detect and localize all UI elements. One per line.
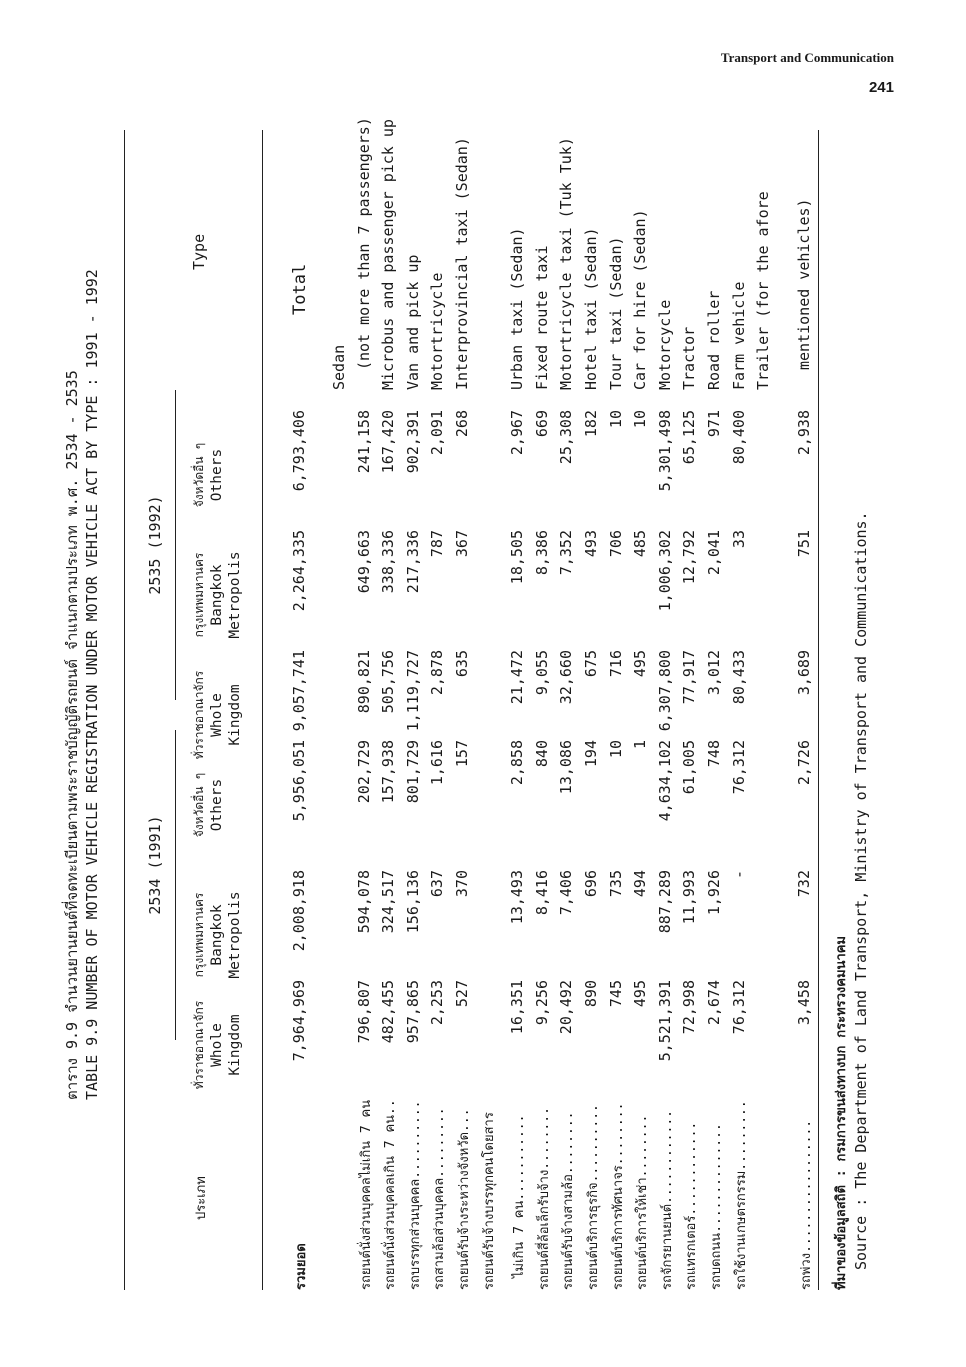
row-label-thai: รถยนต์บริการทัศนาจร........: [610, 1102, 626, 1290]
row-label-english: Motorcycle: [655, 299, 674, 390]
table-cell: 801,729: [403, 740, 422, 804]
table-cell: 76,312: [729, 740, 748, 795]
table-cell: 2,253: [428, 980, 447, 1026]
table-cell: 2,878: [428, 650, 447, 696]
table-cell: 5,521,391: [655, 980, 674, 1062]
table-cell: 18,505: [508, 530, 527, 585]
table-cell: 3,458: [794, 980, 813, 1026]
table-cell: 194: [582, 740, 600, 768]
column-header-en2: Metropolis: [227, 551, 243, 639]
rotated-table-page: [40, 117, 870, 1330]
table-cell: 33: [729, 530, 748, 549]
table-cell: 268: [453, 410, 471, 438]
column-header-en1: Whole: [209, 1023, 225, 1067]
type-header-thai: ประเภท: [194, 1176, 209, 1220]
table-cell: 2,041: [705, 530, 723, 576]
rule-header-bottom: [262, 130, 263, 1290]
table-title-english: TABLE 9.9 NUMBER OF MOTOR VEHICLE REGISTRATION UNDER MOTOR VEHICLE ACT BY TYPE : 1991 - 1992: [83, 269, 101, 1100]
table-cell: 2,858: [508, 740, 527, 786]
row-label-english: Tractor: [680, 326, 699, 390]
table-cell: 635: [453, 650, 471, 678]
table-cell: 3,012: [705, 650, 723, 696]
column-header: [190, 985, 244, 1105]
rule-year2: [175, 390, 176, 700]
row-label-english: Van and pick up: [403, 254, 422, 390]
table-cell: 202,729: [354, 740, 373, 804]
table-cell: 13,493: [508, 870, 527, 925]
rule-bottom: [818, 130, 819, 1290]
table-title-thai: ตาราง 9.9 จำนวนยานยนต์ที่จดทะเบียนตามพระราชบัญญัติรถยนต์ จำแนกตามประเภท พ.ศ. 2534 - 2535: [63, 370, 81, 1100]
table-cell: 840: [532, 740, 551, 768]
table-cell: -: [729, 870, 748, 880]
row-label-thai: รถยนต์สี่ล้อเล็กรับจ้าง........: [536, 1107, 552, 1290]
table-cell: 696: [582, 870, 600, 898]
table-cell: 157: [453, 740, 471, 768]
row-label-thai: ไม่เกิน 7 คน...........: [512, 1114, 528, 1278]
table-cell: 167,420: [379, 410, 398, 474]
row-label-thai: รถแทรกเตอร์............: [684, 1121, 700, 1290]
column-header-en1: Bangkok: [209, 904, 225, 966]
table-cell: 2,091: [428, 410, 447, 456]
table-cell: 80,400: [729, 410, 748, 465]
column-header: [190, 655, 244, 775]
row-label-thai: รถสามล้อส่วนบุคคล.........: [432, 1107, 448, 1290]
table-cell: 735: [606, 870, 625, 898]
table-cell: 13,086: [557, 740, 576, 795]
table-cell: 957,865: [403, 980, 422, 1044]
column-header: [190, 535, 244, 655]
row-label-thai: รถยนต์รับจ้างระหว่างจังหวัด...: [457, 1108, 472, 1290]
row-label-thai: รถยนต์รับจ้างบรรทุกคนโดยสาร: [481, 1112, 497, 1290]
row-label-english: Fixed route taxi: [532, 245, 551, 390]
table-cell: 4,634,102: [655, 740, 674, 822]
row-label-english: Sedan: [330, 344, 348, 390]
column-header-en1: Others: [209, 778, 225, 832]
table-cell: 494: [631, 870, 650, 898]
row-label-thai: รถยนต์รับจ้างสามล้อ........: [561, 1111, 577, 1290]
table-cell: 9,256: [532, 980, 551, 1026]
column-header-th: ทั่วราชอาณาจักร: [192, 1000, 206, 1090]
table-cell: 890: [582, 980, 600, 1008]
row-label-english: Microbus and passenger pick up: [379, 119, 398, 390]
row-label-english: (not more than 7 passengers): [354, 117, 373, 370]
table-cell: 367: [453, 530, 471, 558]
column-header-en1: Others: [209, 448, 225, 502]
table-cell: 2,726: [794, 740, 813, 786]
table-cell: 65,125: [680, 410, 699, 465]
table-cell: 8,386: [532, 530, 551, 576]
table-cell: 732: [794, 870, 813, 898]
table-cell: 76,312: [729, 980, 748, 1035]
table-cell: 338,336: [379, 530, 398, 594]
row-label-english: Urban taxi (Sedan): [508, 227, 527, 390]
total-value-cell: 5,956,051: [290, 740, 308, 822]
column-header-th: ทั่วราชอาณาจักร: [192, 670, 206, 760]
table-cell: 10: [606, 740, 625, 759]
table-cell: 20,492: [557, 980, 576, 1035]
source-thai: ที่มาของข้อมูลสถิติ : กรมการขนส่งทางบก กระทรวงคมนาคม: [834, 936, 849, 1290]
table-cell: 485: [631, 530, 650, 558]
table-cell: 505,756: [379, 650, 398, 714]
table-cell: 748: [705, 740, 723, 768]
row-label-thai: รถบดถนน..............: [709, 1123, 724, 1290]
column-header-th: กรุงเทพมหานคร: [192, 552, 206, 638]
rule-top: [124, 130, 125, 1290]
table-cell: 887,289: [655, 870, 674, 934]
total-value-cell: 9,057,741: [290, 650, 308, 732]
table-cell: 25,308: [557, 410, 576, 465]
row-label-english: Interprovincial taxi (Sedan): [453, 137, 471, 390]
table-cell: 156,136: [403, 870, 422, 934]
row-label-thai: รถยนต์นั่งส่วนบุคคลไม่เกิน 7 คน: [358, 1099, 374, 1290]
row-label-english: Motortricycle: [428, 272, 447, 390]
table-cell: 971: [705, 410, 723, 438]
row-label-thai: รถใช้งานเกษตรกรรม.........: [733, 1100, 749, 1290]
table-cell: 1,616: [428, 740, 447, 786]
table-cell: 72,998: [680, 980, 699, 1035]
table-cell: 80,433: [729, 650, 748, 705]
row-label-english: Trailer (for the afore: [754, 191, 773, 390]
table-cell: 7,352: [557, 530, 576, 576]
column-header-en1: Bangkok: [209, 564, 225, 626]
row-label-thai: รถจักรยานยนต์............: [659, 1110, 675, 1290]
table-cell: 890,821: [354, 650, 373, 714]
table-cell: 21,472: [508, 650, 527, 705]
total-value-cell: 2,008,918: [290, 870, 308, 952]
table-cell: 2,967: [508, 410, 527, 456]
column-header: [190, 875, 244, 995]
column-header-th: จังหวัดอื่น ๆ: [192, 772, 206, 838]
total-row-label-english: Total: [290, 263, 310, 315]
row-label-english: Car for hire (Sedan): [631, 209, 650, 390]
column-header: [190, 415, 226, 535]
table-cell: 157,938: [379, 740, 398, 804]
column-header-th: จังหวัดอื่น ๆ: [192, 442, 206, 508]
table-cell: 2,674: [705, 980, 723, 1026]
table-cell: 10: [606, 410, 625, 429]
table-cell: 7,406: [557, 870, 576, 916]
table-cell: 217,336: [403, 530, 422, 594]
column-header-en2: Metropolis: [227, 891, 243, 979]
row-label-thai: รถยนต์นั่งส่วนบุคคลเกิน 7 คน..: [383, 1099, 399, 1290]
table-cell: 669: [532, 410, 551, 438]
rule-year1: [175, 730, 176, 1040]
table-cell: 1,006,302: [655, 530, 674, 612]
column-header-en2: Kingdom: [227, 684, 243, 746]
table-cell: 796,807: [354, 980, 373, 1044]
row-label-english: mentioned vehicles): [794, 198, 813, 370]
total-row-label-thai: รวมยอด: [294, 1243, 309, 1290]
row-label-english: Hotel taxi (Sedan): [582, 227, 600, 390]
column-header-en2: Kingdom: [227, 1014, 243, 1076]
table-cell: 706: [606, 530, 625, 558]
table-cell: 370: [453, 870, 471, 898]
type-header-english: Type: [190, 233, 208, 270]
table-cell: 1,119,727: [403, 650, 422, 732]
table-cell: 2,938: [794, 410, 813, 456]
table-cell: 5,301,498: [655, 410, 674, 492]
table-cell: 3,689: [794, 650, 813, 696]
section-title: Transport and Communication: [720, 50, 894, 65]
column-header-en1: Whole: [209, 693, 225, 737]
table-cell: 324,517: [379, 870, 398, 934]
table-cell: 493: [582, 530, 600, 558]
table-cell: 9,055: [532, 650, 551, 696]
table-cell: 6,307,800: [655, 650, 674, 732]
row-label-thai: รถบรรทุกส่วนบุคคล..........: [407, 1100, 423, 1290]
column-header-th: กรุงเทพมหานคร: [192, 892, 206, 978]
table-cell: 8,416: [532, 870, 551, 916]
table-cell: 751: [794, 530, 813, 558]
table-cell: 594,078: [354, 870, 373, 934]
table-cell: 495: [631, 650, 650, 678]
table-cell: 10: [631, 410, 650, 429]
row-label-english: Motortricycle taxi (Tuk Tuk): [557, 137, 576, 390]
total-value-cell: 2,264,335: [290, 530, 308, 612]
row-label-thai: รถยนต์บริการให้เช่า........: [635, 1114, 651, 1290]
table-cell: 1,926: [705, 870, 723, 916]
page-header: [721, 50, 894, 96]
table-cell: 77,917: [680, 650, 699, 705]
table-cell: 902,391: [403, 410, 422, 474]
table-cell: 787: [428, 530, 447, 558]
year-1991-header: 2534 (1991): [146, 815, 164, 915]
year-1992-header: 2535 (1992): [146, 495, 164, 595]
table-cell: 745: [606, 980, 625, 1008]
table-cell: 675: [582, 650, 600, 678]
table-cell: 182: [582, 410, 600, 438]
table-cell: 12,792: [680, 530, 699, 585]
total-value-cell: 6,793,406: [290, 410, 308, 492]
table-cell: 1: [631, 740, 650, 750]
table-cell: 495: [631, 980, 650, 1008]
table-cell: 716: [606, 650, 625, 678]
table-cell: 61,005: [680, 740, 699, 795]
table-cell: 16,351: [508, 980, 527, 1035]
row-label-english: Road roller: [705, 290, 723, 390]
source-english: Source : The Department of Land Transport, Ministry of Transport and Communications.: [852, 511, 870, 1270]
table-cell: 241,158: [354, 410, 373, 474]
table-cell: 527: [453, 980, 471, 1008]
total-value-cell: 7,964,969: [290, 980, 308, 1062]
page-number: 241: [868, 79, 894, 96]
table-cell: 32,660: [557, 650, 576, 705]
row-label-english: Tour taxi (Sedan): [606, 236, 625, 390]
table-cell: 649,663: [354, 530, 373, 594]
row-label-thai: รถพ่วง.................: [798, 1119, 814, 1290]
table-cell: 637: [428, 870, 447, 898]
table-cell: 11,993: [680, 870, 699, 925]
row-label-thai: รถยนต์บริการธุรกิจ..........: [586, 1104, 601, 1290]
table-cell: 482,455: [379, 980, 398, 1044]
row-label-english: Farm vehicle: [729, 281, 748, 390]
